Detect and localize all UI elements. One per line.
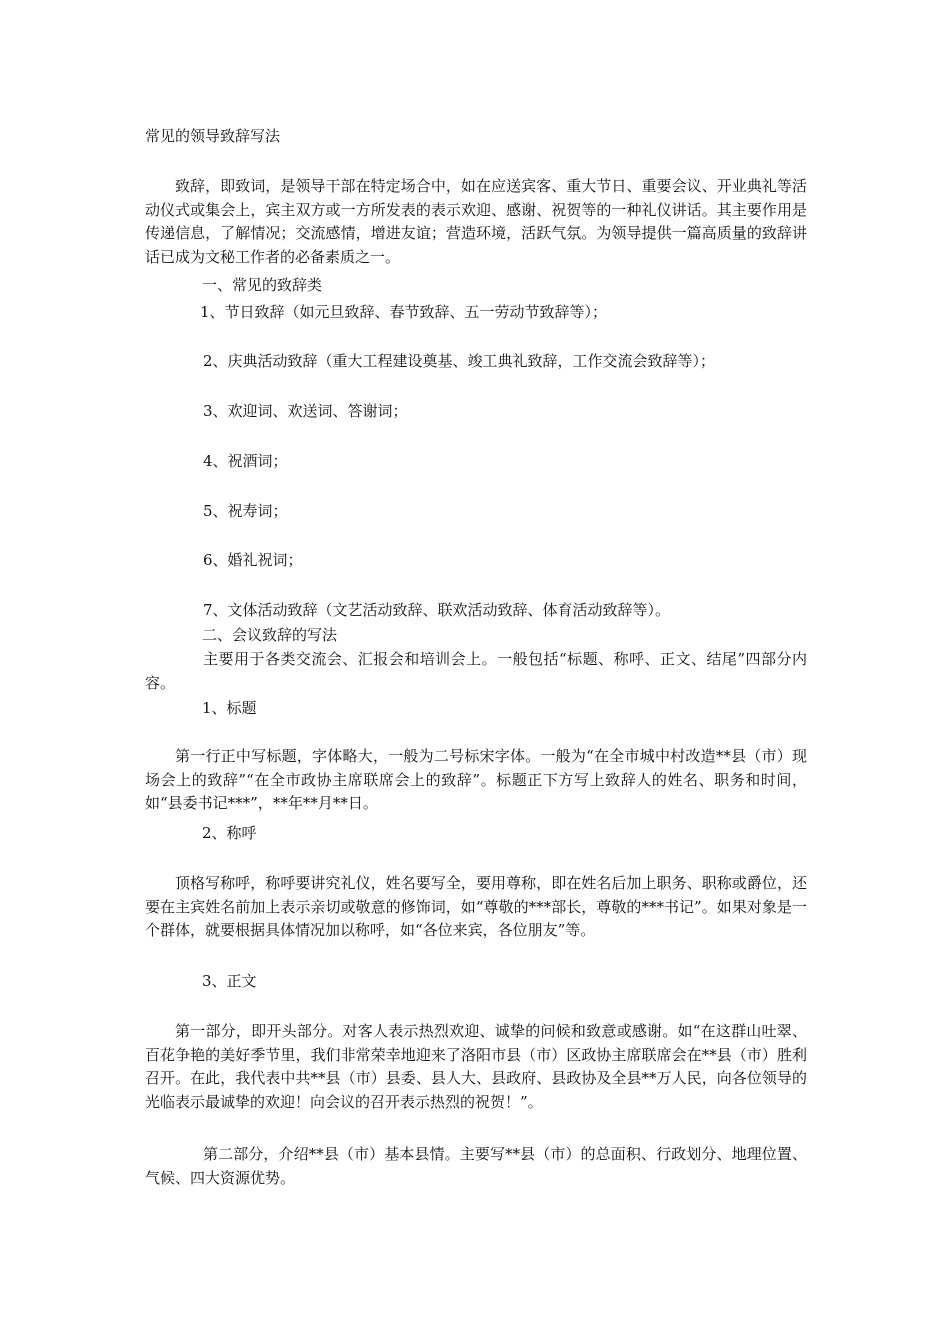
subsection2-heading: 2、称呼 bbox=[202, 824, 257, 842]
document-title: 常见的领导致辞写法 bbox=[145, 127, 281, 145]
section1-item-3: 3、欢迎词、欢送词、答谢词； bbox=[203, 402, 408, 420]
section1-item-6: 6、婚礼祝词； bbox=[203, 551, 303, 569]
subsection3-paragraph-1: 第一部分，即开头部分。对客人表示热烈欢迎、诚挚的问候和致意或感谢。如“在这群山吐翠、百花争艳的美好季节里，我们非常荣幸地迎来了洛阳市县（市）区政协主席联席会在**县（市）胜利召开。在此，我代表中共**县（市）县委、县人大、县政府、县政协及全县**万人民，向各位领导的光临表示最诚挚的欢迎！向会议的召开表示热烈的祝贺！”。 bbox=[145, 1022, 807, 1111]
subsection3-paragraph-2: 第二部分，介绍**县（市）基本县情。主要写**县（市）的总面积、行政划分、地理位置、气候、四大资源优势。 bbox=[145, 1145, 807, 1187]
section2-intro: 主要用于各类交流会、汇报会和培训会上。一般包括“标题、称呼、正文、结尾”四部分内容。 bbox=[145, 650, 807, 692]
section1-item-2: 2、庆典活动致辞（重大工程建设奠基、竣工典礼致辞，工作交流会致辞等）； bbox=[203, 352, 716, 370]
section1-item-4: 4、祝酒词； bbox=[203, 452, 288, 470]
section1-item-5: 5、祝寿词； bbox=[203, 502, 288, 520]
subsection1-paragraph: 第一行正中写标题，字体略大，一般为二号标宋字体。一般为“在全市城中村改造**县（市）现场会上的致辞”“在全市政协主席联席会上的致辞”。标题正下方写上致辞人的姓名、职务和时间，如“县委书记***”，**年**月**日。 bbox=[145, 747, 807, 812]
subsection3-heading: 3、正文 bbox=[202, 972, 257, 990]
section2-heading: 二、会议致辞的写法 bbox=[202, 626, 338, 644]
intro-paragraph: 致辞，即致词，是领导干部在特定场合中，如在应送宾客、重大节日、重要会议、开业典礼等活动仪式或集会上，宾主双方或一方所发表的表示欢迎、感谢、祝贺等的一种礼仪讲话。其主要作用是传递信息，了解情况；交流感情，增进友谊；营造环境，活跃气氛。为领导提供一篇高质量的致辞讲话已成为文秘工作者的必备素质之一。 bbox=[145, 177, 807, 266]
subsection1-heading: 1、标题 bbox=[202, 699, 257, 717]
section1-heading: 一、常见的致辞类 bbox=[202, 276, 323, 294]
subsection2-paragraph: 顶格写称呼，称呼要讲究礼仪，姓名要写全，要用尊称，即在姓名后加上职务、职称或爵位，还要在主宾姓名前加上表示亲切或敬意的修饰词，如“尊敬的***部长，尊敬的***书记”。如果对象是一个群体，就要根据具体情况加以称呼，如“各位来宾，各位朋友”等。 bbox=[145, 874, 807, 939]
section1-item-7: 7、文体活动致辞（文艺活动致辞、联欢活动致辞、体育活动致辞等）。 bbox=[203, 601, 671, 619]
section1-item-1: 1、节日致辞（如元旦致辞、春节致辞、五一劳动节致辞等）； bbox=[200, 303, 608, 321]
